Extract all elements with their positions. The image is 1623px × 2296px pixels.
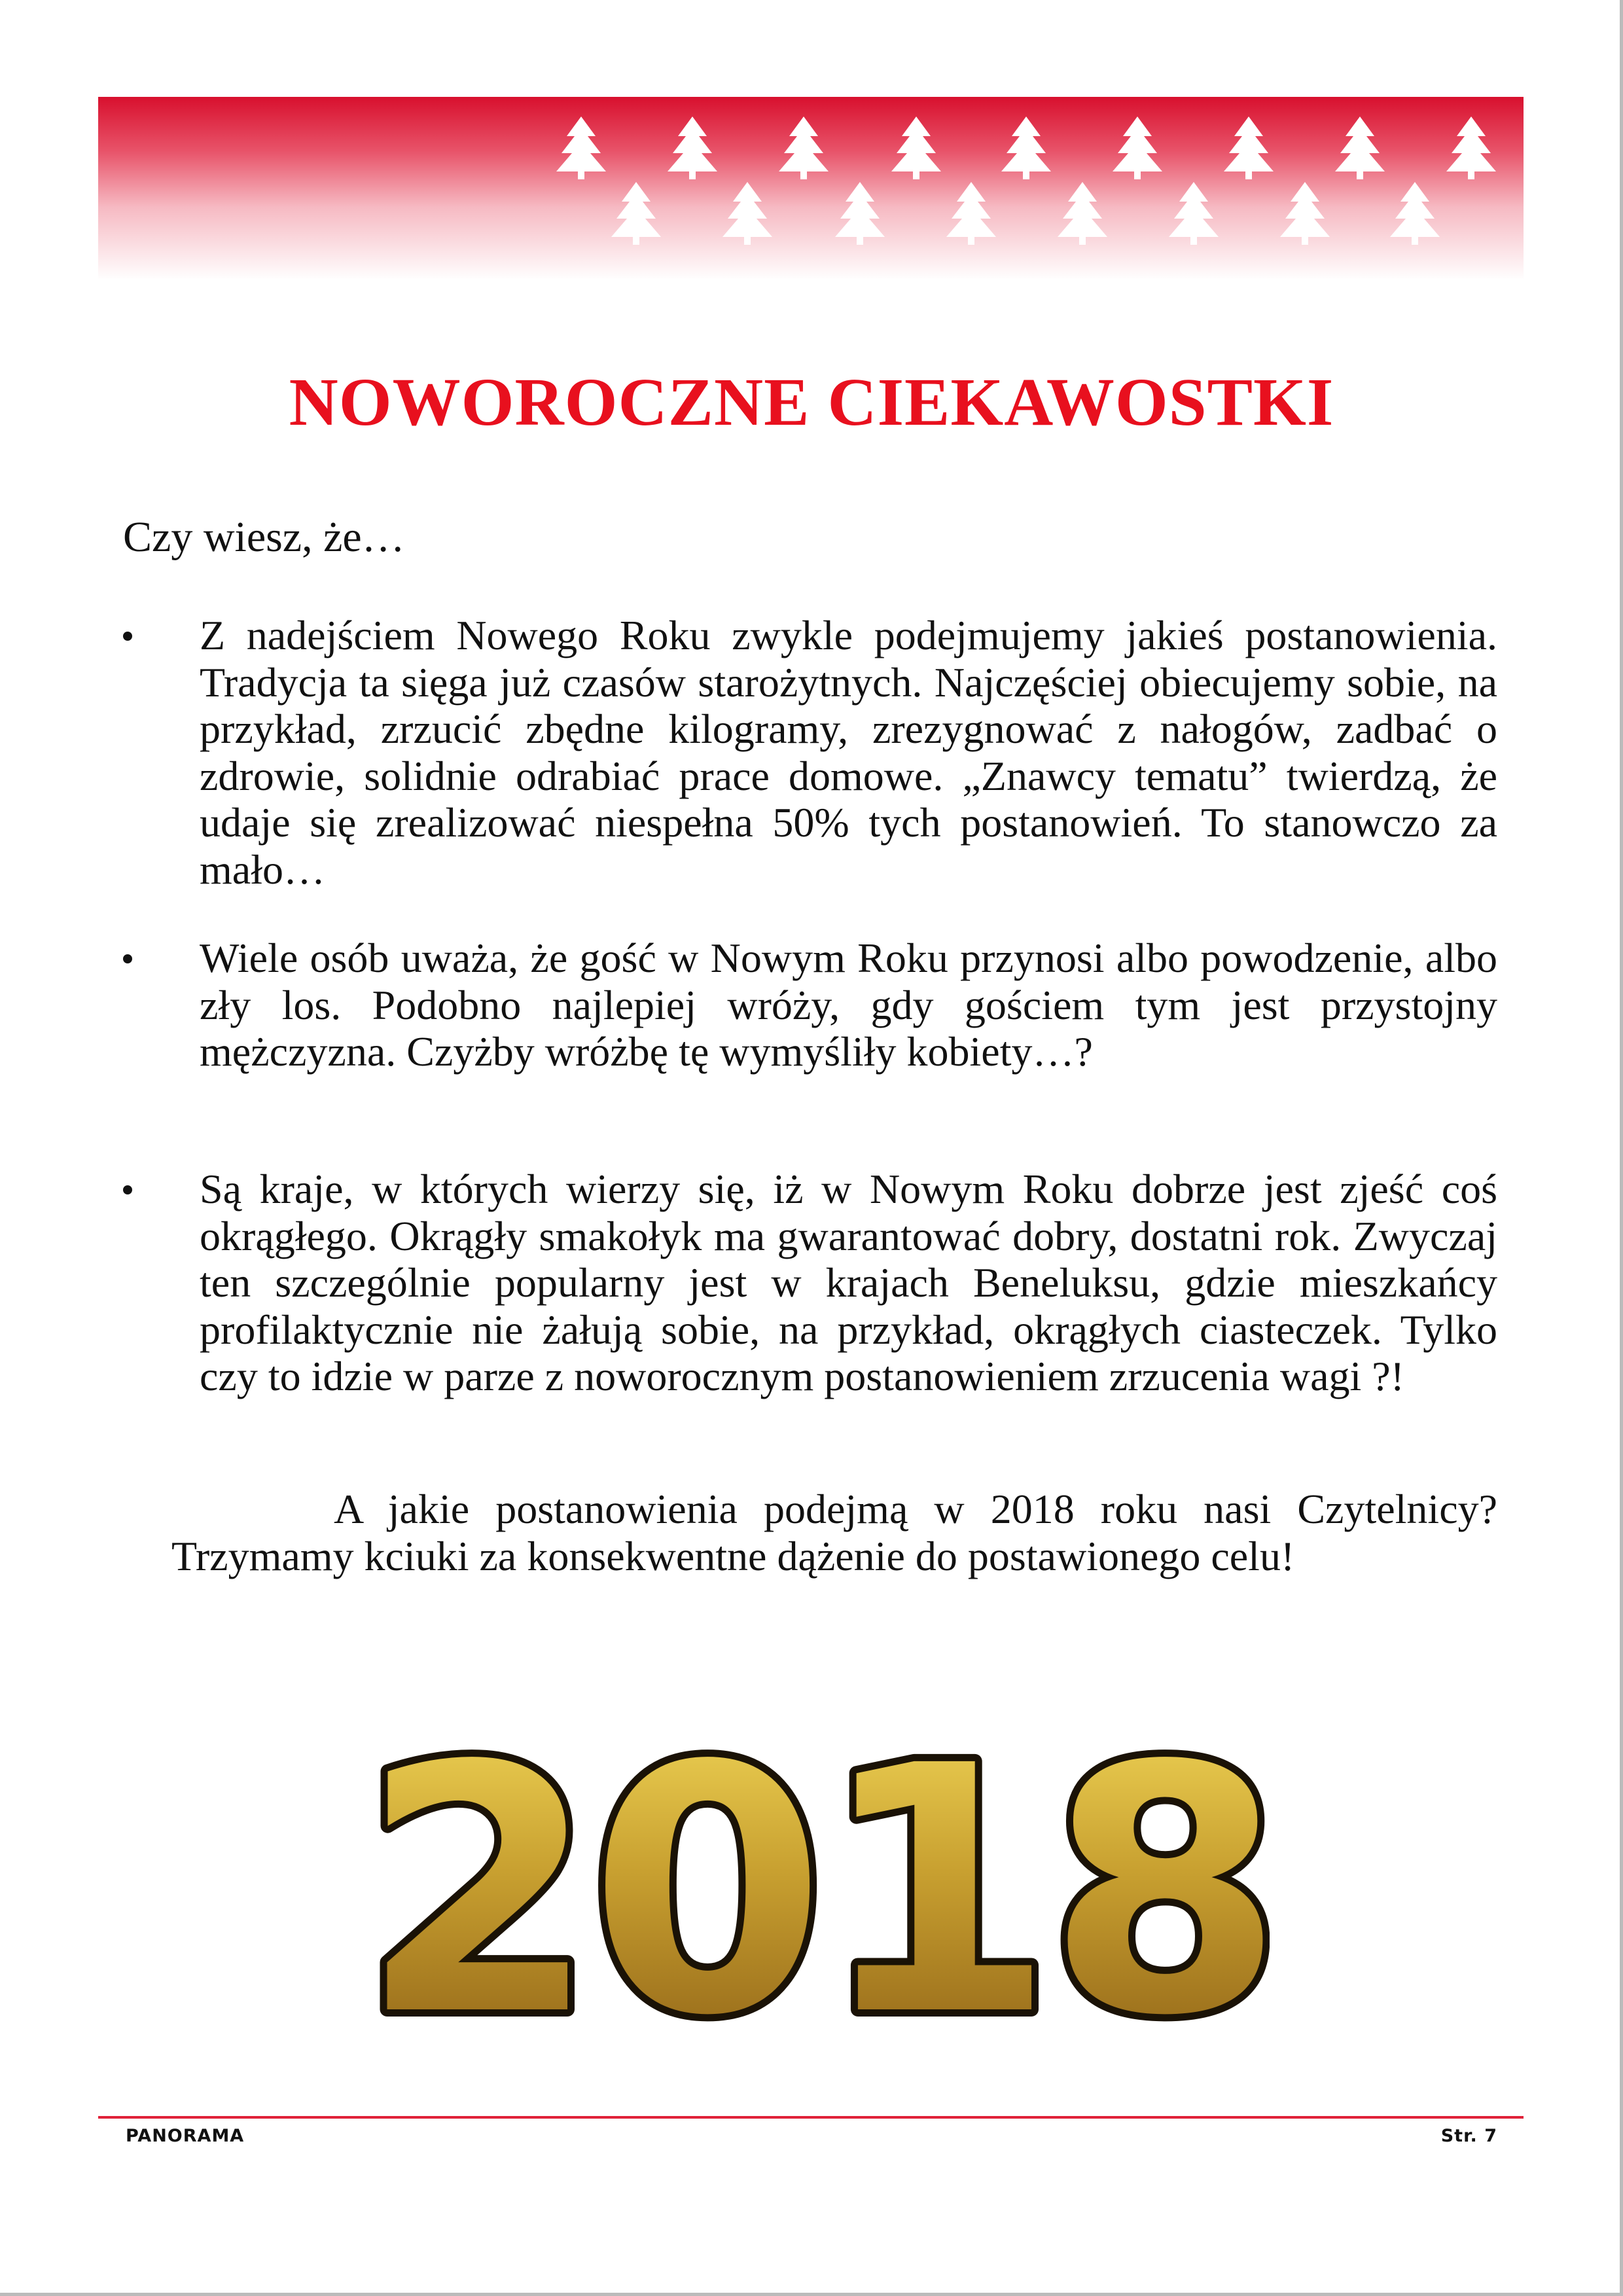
page-edge-right [1620,0,1623,2296]
christmas-tree-icon [668,117,717,179]
bullet-icon [123,632,132,641]
christmas-tree-icon [611,182,661,245]
christmas-tree-icon [1001,117,1051,179]
bullet-icon [123,1185,132,1194]
page-number: Str. 7 [1440,2126,1497,2146]
christmas-tree-icon [722,182,772,245]
christmas-tree-icon [1446,117,1496,179]
page-edge-bottom [0,2293,1623,2296]
christmas-tree-icon [1058,182,1107,245]
christmas-tree-icon [1390,182,1440,245]
bullet-icon [123,954,132,963]
intro-text: Czy wiesz, że… [123,513,405,561]
year-2018-text: 2018 [366,1728,1270,2036]
christmas-tree-icon [1224,117,1274,179]
christmas-tree-icon [779,117,829,179]
tree-ornaments [98,97,1524,280]
christmas-tree-icon [835,182,885,245]
footer-publication-name: PANORAMA [126,2126,245,2146]
list-item-text: Wiele osób uważa, że gość w Nowym Roku przynosi albo powodzenie, albo zły los. Podobno najlepiej wróży, gdy gościem tym jest przystojny mężczyzna. Czyżby wróżbę tę wymyśliły kobiety…? [200,935,1497,1075]
christmas-tree-icon [891,117,941,179]
closing-text: A jakie postanowienia podejmą w 2018 roku nasi Czytelnicy? Trzymamy kciuki za konsekwentne dążenie do postawionego celu! [171,1486,1497,1579]
christmas-tree-icon [1113,117,1162,179]
christmas-tree-icon [1169,182,1219,245]
header-banner [98,97,1524,280]
list-item-text: Z nadejściem Nowego Roku zwykle podejmujemy jakieś postanowienia. Tradycja ta sięga już czasów starożytnych. Najczęściej obiecujemy sobie, na przykład, zrzucić zbędne kilogramy, zrezygnować z nałogów, zadbać o zdrowie, solidnie odrabiać prace domowe. „Znawcy tematu” twierdzą, że udaje się zrealizować niespełna 50% tych postanowień. To stanowczo za mało… [200,612,1497,893]
christmas-tree-icon [556,117,606,179]
list-item-text: Są kraje, w których wierzy się, iż w Nowym Roku dobrze jest zjeść coś okrągłego. Okrągły smakołyk ma gwarantować dobry, dostatni rok. Zwyczaj ten szczególnie popularny jest w krajach Beneluksu, gdzie mieszkańcy profilaktycznie nie żałują sobie, na przykład, okrągłych ciasteczek. Tylko czy to idzie w parze z noworocznym postanowieniem zrzucenia wagi ?! [200,1166,1497,1399]
christmas-tree-icon [1335,117,1385,179]
closing-paragraph [171,1486,1497,1580]
christmas-tree-icon [1280,182,1330,245]
year-2018-artwork [366,1728,1270,2039]
page-title: NOWOROCZNE CIEKAWOSTKI [289,365,1334,440]
christmas-tree-icon [946,182,996,245]
footer-rule [98,2116,1524,2119]
